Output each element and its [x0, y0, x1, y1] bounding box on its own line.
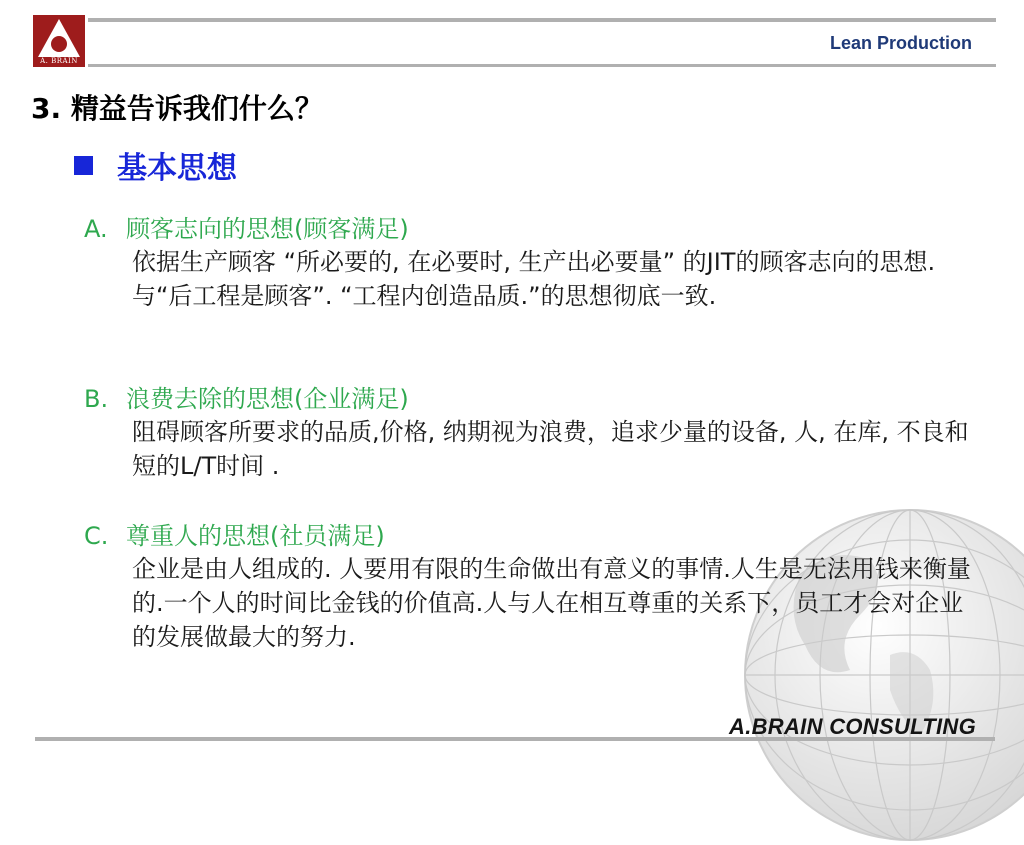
- header-bottom-rule: [88, 64, 996, 67]
- item-letter: C.: [84, 522, 109, 550]
- item-letter: B.: [84, 385, 109, 413]
- item-letter: A.: [84, 215, 108, 243]
- item-title-text: 尊重人的思想(社员满足): [126, 522, 385, 550]
- item-title-text: 浪费去除的思想(企业满足): [126, 385, 409, 413]
- section-heading-text: 基本思想: [117, 151, 237, 186]
- item-title: [84, 520, 994, 552]
- item-body: 依据生产顾客 “所必要的, 在必要时, 生产出必要量” 的JIT的顾客志向的思想. 与“后工程是顾客”. “工程内创造品质.”的思想彻底一致.: [132, 248, 936, 310]
- header-label: Lean Production: [829, 33, 972, 53]
- list-item-c: [84, 520, 994, 654]
- page-title: 3. 精益告诉我们什么？: [31, 92, 323, 125]
- item-body: 企业是由人组成的. 人要用有限的生命做出有意义的事情.人生是无法用钱来衡量的.一个人的时间比金钱的价值高.人与人在相互尊重的关系下，员工才会对企业的发展做最大的努力.: [132, 555, 971, 651]
- item-body: 阻碍顾客所要求的品质,价格, 纳期视为浪费，追求少量的设备, 人, 在库, 不良和短的L/T时间 .: [132, 418, 969, 480]
- footer-brand: A.BRAIN CONSULTING: [729, 714, 976, 739]
- square-bullet-icon: [74, 156, 93, 175]
- company-logo: [33, 15, 85, 67]
- list-item-a: [84, 213, 994, 313]
- list-item-b: [84, 383, 994, 483]
- item-title-text: 顾客志向的思想(顾客满足): [126, 215, 409, 243]
- logo-text: A. BRAIN: [40, 57, 78, 65]
- item-title: [84, 213, 994, 245]
- section-heading: [70, 145, 237, 185]
- header-top-rule: [88, 18, 996, 22]
- item-title: [84, 383, 994, 415]
